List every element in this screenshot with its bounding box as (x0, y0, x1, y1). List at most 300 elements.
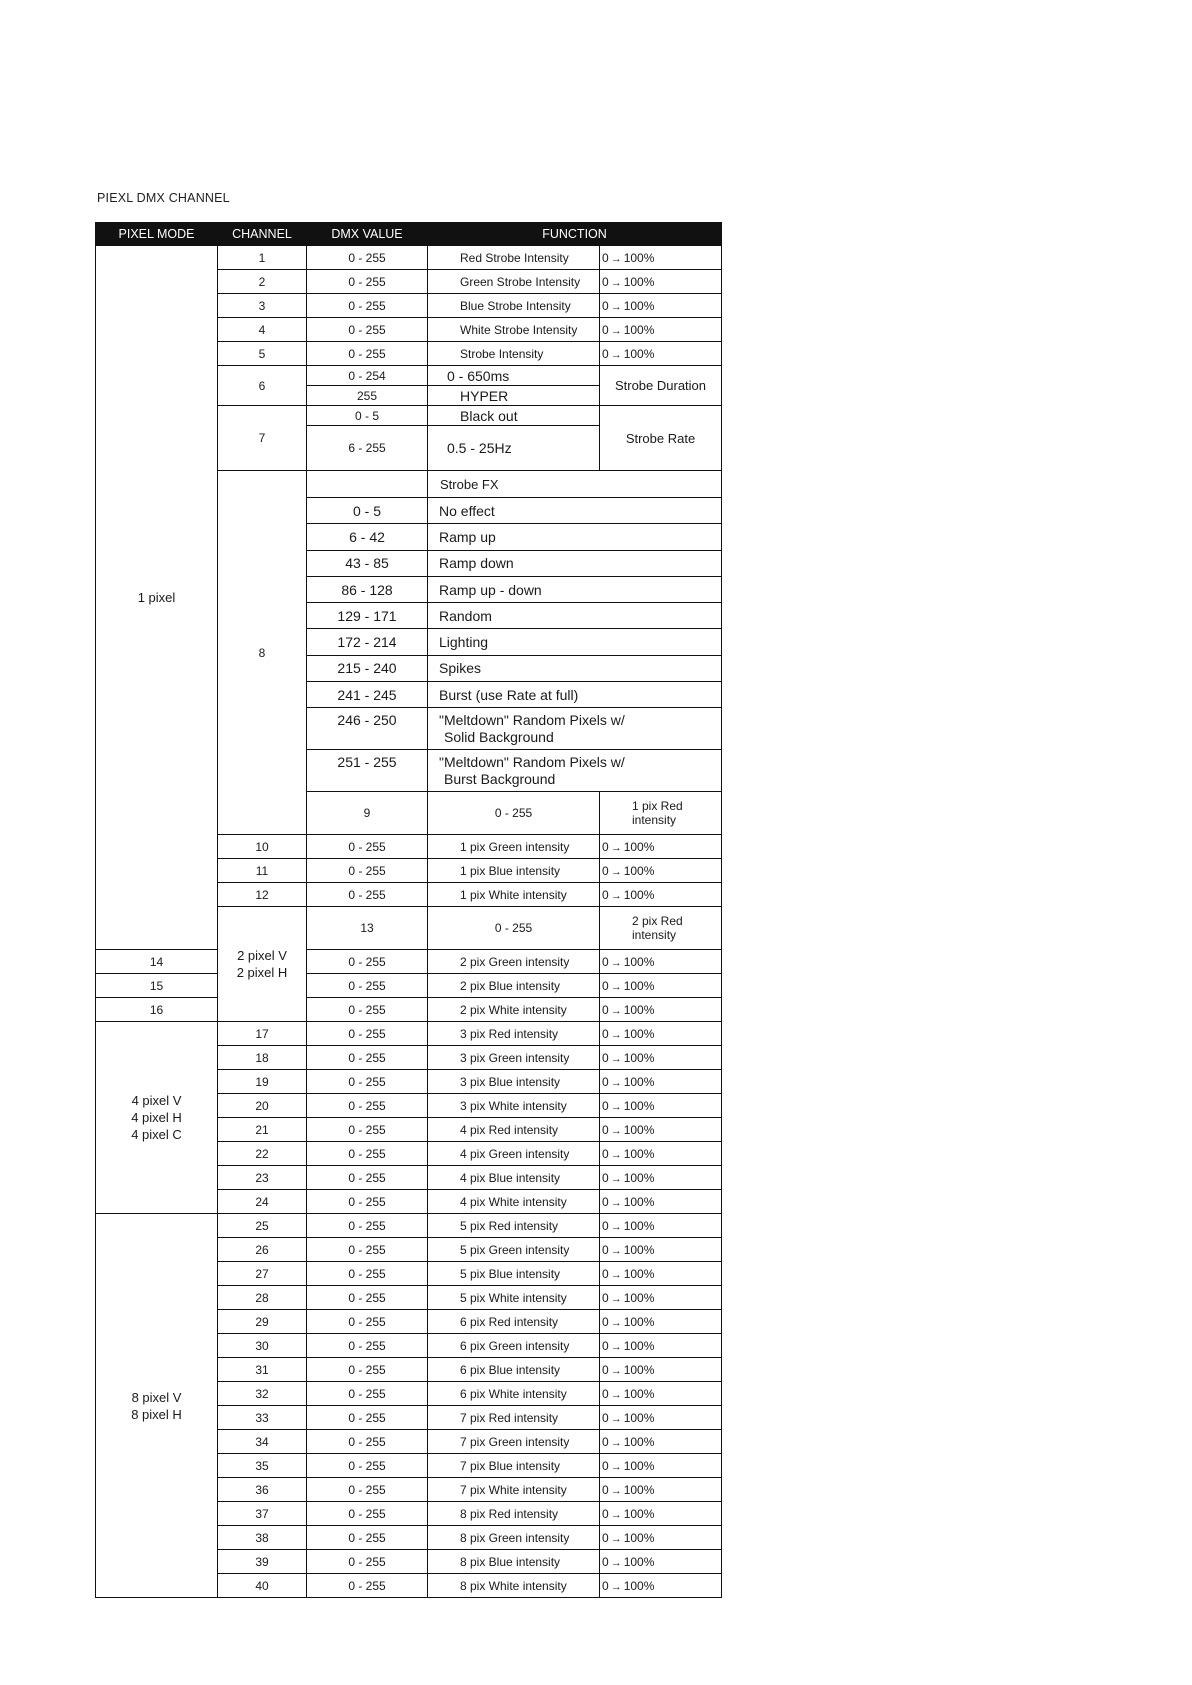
range-from: 0 (602, 274, 609, 289)
function-line: "Meltdown" Random Pixels w/ (439, 711, 625, 728)
range-to: 100% (623, 1074, 655, 1089)
channel-cell: 33 (218, 1406, 307, 1430)
arrow-right-icon: → (610, 1508, 622, 1521)
range-from: 0 (602, 1506, 609, 1521)
channel-cell: 11 (218, 859, 307, 883)
function-cell: 4 pix Red intensity (428, 1118, 600, 1142)
pixel-mode-cell (96, 1214, 218, 1598)
dmx-value-cell: 0 - 255 (307, 1406, 428, 1430)
arrow-right-icon: → (610, 841, 622, 854)
channel-cell: 30 (218, 1334, 307, 1358)
range-percent (600, 1526, 722, 1550)
range-to: 100% (623, 1386, 655, 1401)
dmx-value-cell: 0 - 255 (307, 1454, 428, 1478)
dmx-value-cell: 0 - 255 (428, 907, 600, 950)
range-percent (600, 1478, 722, 1502)
range-from: 0 (602, 863, 609, 878)
function-cell: 3 pix Green intensity (428, 1046, 600, 1070)
function-cell: 7 pix Blue intensity (428, 1454, 600, 1478)
header-pixel-mode: PIXEL MODE (96, 223, 218, 246)
function-cell: Spikes (428, 655, 722, 681)
function-cell: 5 pix Blue intensity (428, 1262, 600, 1286)
pixel-mode-label: 1 pixel (137, 590, 176, 606)
arrow-right-icon: → (610, 1388, 622, 1401)
range-percent (600, 883, 722, 907)
range-to: 100% (623, 954, 655, 969)
range-to: 100% (623, 1410, 655, 1425)
dmx-value-cell: 0 - 255 (307, 1574, 428, 1598)
range-to: 100% (623, 1434, 655, 1449)
dmx-value-cell: 0 - 255 (307, 318, 428, 342)
function-cell: 1 pix Red intensity (600, 792, 722, 835)
range-from: 0 (602, 1098, 609, 1113)
dmx-value-cell: 0 - 255 (307, 1382, 428, 1406)
dmx-value-cell: 0 - 255 (307, 883, 428, 907)
dmx-value-cell: 0 - 254 (307, 366, 428, 386)
range-percent (600, 1238, 722, 1262)
dmx-value-cell: 0 - 255 (307, 1094, 428, 1118)
channel-cell: 9 (307, 792, 428, 835)
range-to: 100% (623, 1170, 655, 1185)
range-to: 100% (623, 978, 655, 993)
channel-cell: 12 (218, 883, 307, 907)
range-from: 0 (602, 298, 609, 313)
range-from: 0 (602, 1482, 609, 1497)
arrow-right-icon: → (610, 1052, 622, 1065)
function-cell: Lighting (428, 629, 722, 655)
function-line: Burst Background (444, 770, 556, 787)
dmx-value-cell: 0 - 255 (307, 1166, 428, 1190)
range-from: 0 (602, 1026, 609, 1041)
range-percent (600, 1358, 722, 1382)
dmx-value-cell: 0 - 255 (307, 294, 428, 318)
header-function: FUNCTION (428, 223, 722, 246)
range-percent (600, 859, 722, 883)
function-cell: 1 pix White intensity (428, 883, 600, 907)
channel-cell: 3 (218, 294, 307, 318)
function-cell: White Strobe Intensity (428, 318, 600, 342)
pixel-mode-label: 8 pixel V (131, 1389, 182, 1405)
range-from: 0 (602, 1290, 609, 1305)
arrow-right-icon: → (610, 324, 622, 337)
function-cell: Black out (428, 406, 600, 426)
header-dmx-value: DMX VALUE (307, 223, 428, 246)
range-percent (600, 1550, 722, 1574)
arrow-right-icon: → (610, 1076, 622, 1089)
dmx-value-cell: 129 - 171 (307, 603, 428, 629)
channel-cell: 21 (218, 1118, 307, 1142)
dmx-channel-table (95, 222, 722, 1598)
table-row (96, 1214, 722, 1238)
range-to: 100% (623, 1290, 655, 1305)
dmx-value-cell: 0 - 255 (307, 1238, 428, 1262)
arrow-right-icon: → (610, 1268, 622, 1281)
function-cell: Green Strobe Intensity (428, 270, 600, 294)
arrow-right-icon: → (610, 1556, 622, 1569)
channel-cell: 6 (218, 366, 307, 406)
dmx-value-cell: 0 - 255 (307, 1430, 428, 1454)
arrow-right-icon: → (610, 1004, 622, 1017)
range-from: 0 (602, 1386, 609, 1401)
arrow-right-icon: → (610, 1220, 622, 1233)
function-cell: 2 pix Red intensity (600, 907, 722, 950)
range-from: 0 (602, 1122, 609, 1137)
function-cell: 1 pix Blue intensity (428, 859, 600, 883)
document-title: PIEXL DMX CHANNEL (97, 191, 230, 205)
dmx-value-cell: 0 - 255 (307, 342, 428, 366)
range-percent (600, 1382, 722, 1406)
arrow-right-icon: → (610, 1196, 622, 1209)
channel-cell: 26 (218, 1238, 307, 1262)
channel-cell: 25 (218, 1214, 307, 1238)
dmx-value-cell: 215 - 240 (307, 655, 428, 681)
arrow-right-icon: → (610, 1172, 622, 1185)
function-cell: 2 pix White intensity (428, 998, 600, 1022)
dmx-value-cell: 0 - 255 (307, 1022, 428, 1046)
function-cell: Ramp up - down (428, 576, 722, 602)
dmx-value-cell: 255 (307, 386, 428, 406)
range-to: 100% (623, 1362, 655, 1377)
range-to: 100% (623, 1578, 655, 1593)
range-percent (600, 1262, 722, 1286)
range-to: 100% (623, 250, 655, 265)
table-header-row (96, 223, 722, 246)
dmx-value-cell: 43 - 85 (307, 550, 428, 576)
function-cell: HYPER (428, 386, 600, 406)
dmx-value-cell: 0 - 255 (307, 998, 428, 1022)
dmx-value-cell: 0 - 255 (307, 950, 428, 974)
pixel-mode-label: 2 pixel H (236, 965, 288, 981)
dmx-value-cell-empty (307, 471, 428, 498)
function-line: "Meltdown" Random Pixels w/ (439, 753, 625, 770)
dmx-value-cell: 172 - 214 (307, 629, 428, 655)
dmx-value-cell: 6 - 255 (307, 426, 428, 471)
range-to: 100% (623, 298, 655, 313)
range-to: 100% (623, 1482, 655, 1497)
table-row (96, 998, 722, 1022)
channel-cell: 16 (96, 998, 218, 1022)
function-cell: Random (428, 603, 722, 629)
function-cell: 7 pix Red intensity (428, 1406, 600, 1430)
range-from: 0 (602, 250, 609, 265)
pixel-mode-label: 8 pixel H (131, 1406, 182, 1422)
channel-cell: 15 (96, 974, 218, 998)
channel-cell: 13 (307, 907, 428, 950)
function-cell: 8 pix Green intensity (428, 1526, 600, 1550)
channel-cell: 31 (218, 1358, 307, 1382)
range-to: 100% (623, 1218, 655, 1233)
pixel-mode-cell (96, 1022, 218, 1214)
range-to: 100% (623, 1554, 655, 1569)
range-percent (600, 1310, 722, 1334)
arrow-right-icon: → (610, 1532, 622, 1545)
dmx-value-cell: 0 - 255 (307, 859, 428, 883)
range-percent (600, 294, 722, 318)
range-percent (600, 1166, 722, 1190)
range-percent (600, 1502, 722, 1526)
function-cell: 2 pix Green intensity (428, 950, 600, 974)
function-cell: No effect (428, 498, 722, 524)
range-from: 0 (602, 978, 609, 993)
range-to: 100% (623, 1242, 655, 1257)
arrow-right-icon: → (610, 252, 622, 265)
function-group-label: Strobe Rate (600, 406, 722, 471)
channel-cell: 29 (218, 1310, 307, 1334)
range-percent (600, 950, 722, 974)
arrow-right-icon: → (610, 1292, 622, 1305)
pixel-mode-label: 2 pixel V (237, 948, 287, 964)
dmx-value-cell: 0 - 255 (307, 1526, 428, 1550)
range-percent (600, 1406, 722, 1430)
channel-cell: 28 (218, 1286, 307, 1310)
arrow-right-icon: → (610, 1580, 622, 1593)
range-percent (600, 974, 722, 998)
arrow-right-icon: → (610, 1124, 622, 1137)
channel-cell: 23 (218, 1166, 307, 1190)
range-from: 0 (602, 1002, 609, 1017)
channel-cell: 1 (218, 246, 307, 270)
range-to: 100% (623, 887, 655, 902)
range-percent (600, 1022, 722, 1046)
range-to: 100% (623, 1338, 655, 1353)
function-cell: Ramp down (428, 550, 722, 576)
function-cell: 6 pix Green intensity (428, 1334, 600, 1358)
dmx-value-cell: 0 - 255 (307, 1142, 428, 1166)
range-from: 0 (602, 1410, 609, 1425)
range-to: 100% (623, 1194, 655, 1209)
dmx-value-cell: 0 - 255 (307, 1502, 428, 1526)
range-to: 100% (623, 274, 655, 289)
dmx-value-cell: 0 - 255 (307, 270, 428, 294)
channel-cell: 7 (218, 406, 307, 471)
range-from: 0 (602, 1458, 609, 1473)
range-from: 0 (602, 1242, 609, 1257)
dmx-value-cell: 0 - 255 (307, 1358, 428, 1382)
dmx-value-cell: 0 - 5 (307, 406, 428, 426)
range-percent (600, 835, 722, 859)
channel-cell: 32 (218, 1382, 307, 1406)
range-from: 0 (602, 322, 609, 337)
range-percent (600, 342, 722, 366)
range-to: 100% (623, 839, 655, 854)
function-cell: 4 pix Blue intensity (428, 1166, 600, 1190)
dmx-value-cell: 246 - 250 (307, 708, 428, 750)
range-from: 0 (602, 1170, 609, 1185)
arrow-right-icon: → (610, 889, 622, 902)
function-cell: 1 pix Green intensity (428, 835, 600, 859)
range-percent (600, 1190, 722, 1214)
range-to: 100% (623, 1002, 655, 1017)
channel-cell: 17 (218, 1022, 307, 1046)
channel-cell: 22 (218, 1142, 307, 1166)
channel-cell: 8 (218, 471, 307, 835)
arrow-right-icon: → (610, 1364, 622, 1377)
range-percent (600, 1454, 722, 1478)
function-line: Solid Background (444, 728, 554, 745)
range-from: 0 (602, 954, 609, 969)
function-cell: 3 pix Red intensity (428, 1022, 600, 1046)
range-to: 100% (623, 1050, 655, 1065)
dmx-value-cell: 0 - 255 (307, 1214, 428, 1238)
range-percent (600, 270, 722, 294)
range-to: 100% (623, 863, 655, 878)
channel-cell: 19 (218, 1070, 307, 1094)
channel-cell: 5 (218, 342, 307, 366)
range-to: 100% (623, 1146, 655, 1161)
function-cell: Blue Strobe Intensity (428, 294, 600, 318)
channel-cell: 2 (218, 270, 307, 294)
dmx-value-cell: 0 - 255 (307, 1070, 428, 1094)
dmx-value-cell: 0 - 255 (307, 246, 428, 270)
arrow-right-icon: → (610, 1484, 622, 1497)
function-cell: 6 pix Red intensity (428, 1310, 600, 1334)
dmx-value-cell: 6 - 42 (307, 524, 428, 550)
arrow-right-icon: → (610, 348, 622, 361)
dmx-value-cell: 0 - 255 (307, 835, 428, 859)
table-row (96, 1022, 722, 1046)
dmx-value-cell: 0 - 255 (307, 1478, 428, 1502)
dmx-value-cell: 251 - 255 (307, 750, 428, 792)
channel-cell: 35 (218, 1454, 307, 1478)
function-cell: 6 pix White intensity (428, 1382, 600, 1406)
dmx-value-cell: 86 - 128 (307, 576, 428, 602)
table-row (96, 950, 722, 974)
range-from: 0 (602, 1050, 609, 1065)
range-from: 0 (602, 1314, 609, 1329)
function-cell: Red Strobe Intensity (428, 246, 600, 270)
function-cell: Ramp up (428, 524, 722, 550)
function-cell: 0.5 - 25Hz (428, 426, 600, 471)
range-from: 0 (602, 1338, 609, 1353)
arrow-right-icon: → (610, 1100, 622, 1113)
range-from: 0 (602, 1434, 609, 1449)
pixel-mode-label: 4 pixel C (131, 1127, 182, 1143)
channel-cell: 39 (218, 1550, 307, 1574)
channel-cell: 4 (218, 318, 307, 342)
range-percent (600, 1214, 722, 1238)
range-from: 0 (602, 1578, 609, 1593)
arrow-right-icon: → (610, 865, 622, 878)
range-to: 100% (623, 1122, 655, 1137)
pixel-mode-cell (218, 907, 307, 1022)
function-cell: 0 - 650ms (428, 366, 600, 386)
dmx-value-cell: 0 - 255 (307, 1550, 428, 1574)
range-percent (600, 1286, 722, 1310)
range-from: 0 (602, 1218, 609, 1233)
range-percent (600, 246, 722, 270)
dmx-value-cell: 0 - 255 (307, 974, 428, 998)
range-percent (600, 1094, 722, 1118)
range-from: 0 (602, 1194, 609, 1209)
range-percent (600, 318, 722, 342)
function-cell: 5 pix Red intensity (428, 1214, 600, 1238)
channel-cell: 24 (218, 1190, 307, 1214)
function-cell: 5 pix White intensity (428, 1286, 600, 1310)
channel-cell: 20 (218, 1094, 307, 1118)
function-cell: 7 pix White intensity (428, 1478, 600, 1502)
arrow-right-icon: → (610, 1316, 622, 1329)
range-to: 100% (623, 1506, 655, 1521)
range-percent (600, 998, 722, 1022)
function-cell: 5 pix Green intensity (428, 1238, 600, 1262)
function-cell: 4 pix White intensity (428, 1190, 600, 1214)
range-percent (600, 1046, 722, 1070)
dmx-value-cell: 0 - 255 (307, 1334, 428, 1358)
arrow-right-icon: → (610, 1148, 622, 1161)
dmx-value-cell: 241 - 245 (307, 682, 428, 708)
dmx-value-cell: 0 - 255 (307, 1046, 428, 1070)
arrow-right-icon: → (610, 1436, 622, 1449)
range-percent (600, 1574, 722, 1598)
range-to: 100% (623, 1530, 655, 1545)
arrow-right-icon: → (610, 1028, 622, 1041)
arrow-right-icon: → (610, 1412, 622, 1425)
range-from: 0 (602, 887, 609, 902)
header-channel: CHANNEL (218, 223, 307, 246)
range-to: 100% (623, 1314, 655, 1329)
range-to: 100% (623, 346, 655, 361)
table-row (96, 974, 722, 998)
range-from: 0 (602, 839, 609, 854)
dmx-value-cell: 0 - 255 (307, 1190, 428, 1214)
dmx-value-cell: 0 - 255 (428, 792, 600, 835)
arrow-right-icon: → (610, 1244, 622, 1257)
function-cell: 4 pix Green intensity (428, 1142, 600, 1166)
function-cell: 8 pix Red intensity (428, 1502, 600, 1526)
channel-cell: 36 (218, 1478, 307, 1502)
arrow-right-icon: → (610, 276, 622, 289)
channel-cell: 34 (218, 1430, 307, 1454)
dmx-value-cell: 0 - 255 (307, 1118, 428, 1142)
channel-cell: 10 (218, 835, 307, 859)
function-cell: 8 pix White intensity (428, 1574, 600, 1598)
dmx-value-cell: 0 - 255 (307, 1286, 428, 1310)
pixel-mode-label: 4 pixel V (131, 1093, 182, 1109)
range-percent (600, 1070, 722, 1094)
dmx-value-cell: 0 - 5 (307, 498, 428, 524)
channel-cell: 40 (218, 1574, 307, 1598)
pixel-mode-label: 4 pixel H (131, 1110, 182, 1126)
arrow-right-icon: → (610, 1460, 622, 1473)
arrow-right-icon: → (610, 980, 622, 993)
dmx-value-cell: 0 - 255 (307, 1310, 428, 1334)
pixel-mode-cell (96, 246, 218, 950)
range-percent (600, 1142, 722, 1166)
function-cell: 8 pix Blue intensity (428, 1550, 600, 1574)
function-cell: 6 pix Blue intensity (428, 1358, 600, 1382)
range-from: 0 (602, 1266, 609, 1281)
dmx-value-cell: 0 - 255 (307, 1262, 428, 1286)
range-from: 0 (602, 1146, 609, 1161)
function-cell: 3 pix White intensity (428, 1094, 600, 1118)
function-group-label: Strobe Duration (600, 366, 722, 406)
range-from: 0 (602, 1074, 609, 1089)
range-to: 100% (623, 322, 655, 337)
function-cell: Burst (use Rate at full) (428, 682, 722, 708)
arrow-right-icon: → (610, 956, 622, 969)
channel-cell: 18 (218, 1046, 307, 1070)
channel-cell: 14 (96, 950, 218, 974)
range-percent (600, 1334, 722, 1358)
function-group-label: Strobe FX (428, 471, 722, 498)
range-to: 100% (623, 1026, 655, 1041)
range-from: 0 (602, 1362, 609, 1377)
channel-cell: 37 (218, 1502, 307, 1526)
function-cell: 2 pix Blue intensity (428, 974, 600, 998)
range-to: 100% (623, 1098, 655, 1113)
arrow-right-icon: → (610, 1340, 622, 1353)
range-from: 0 (602, 1554, 609, 1569)
